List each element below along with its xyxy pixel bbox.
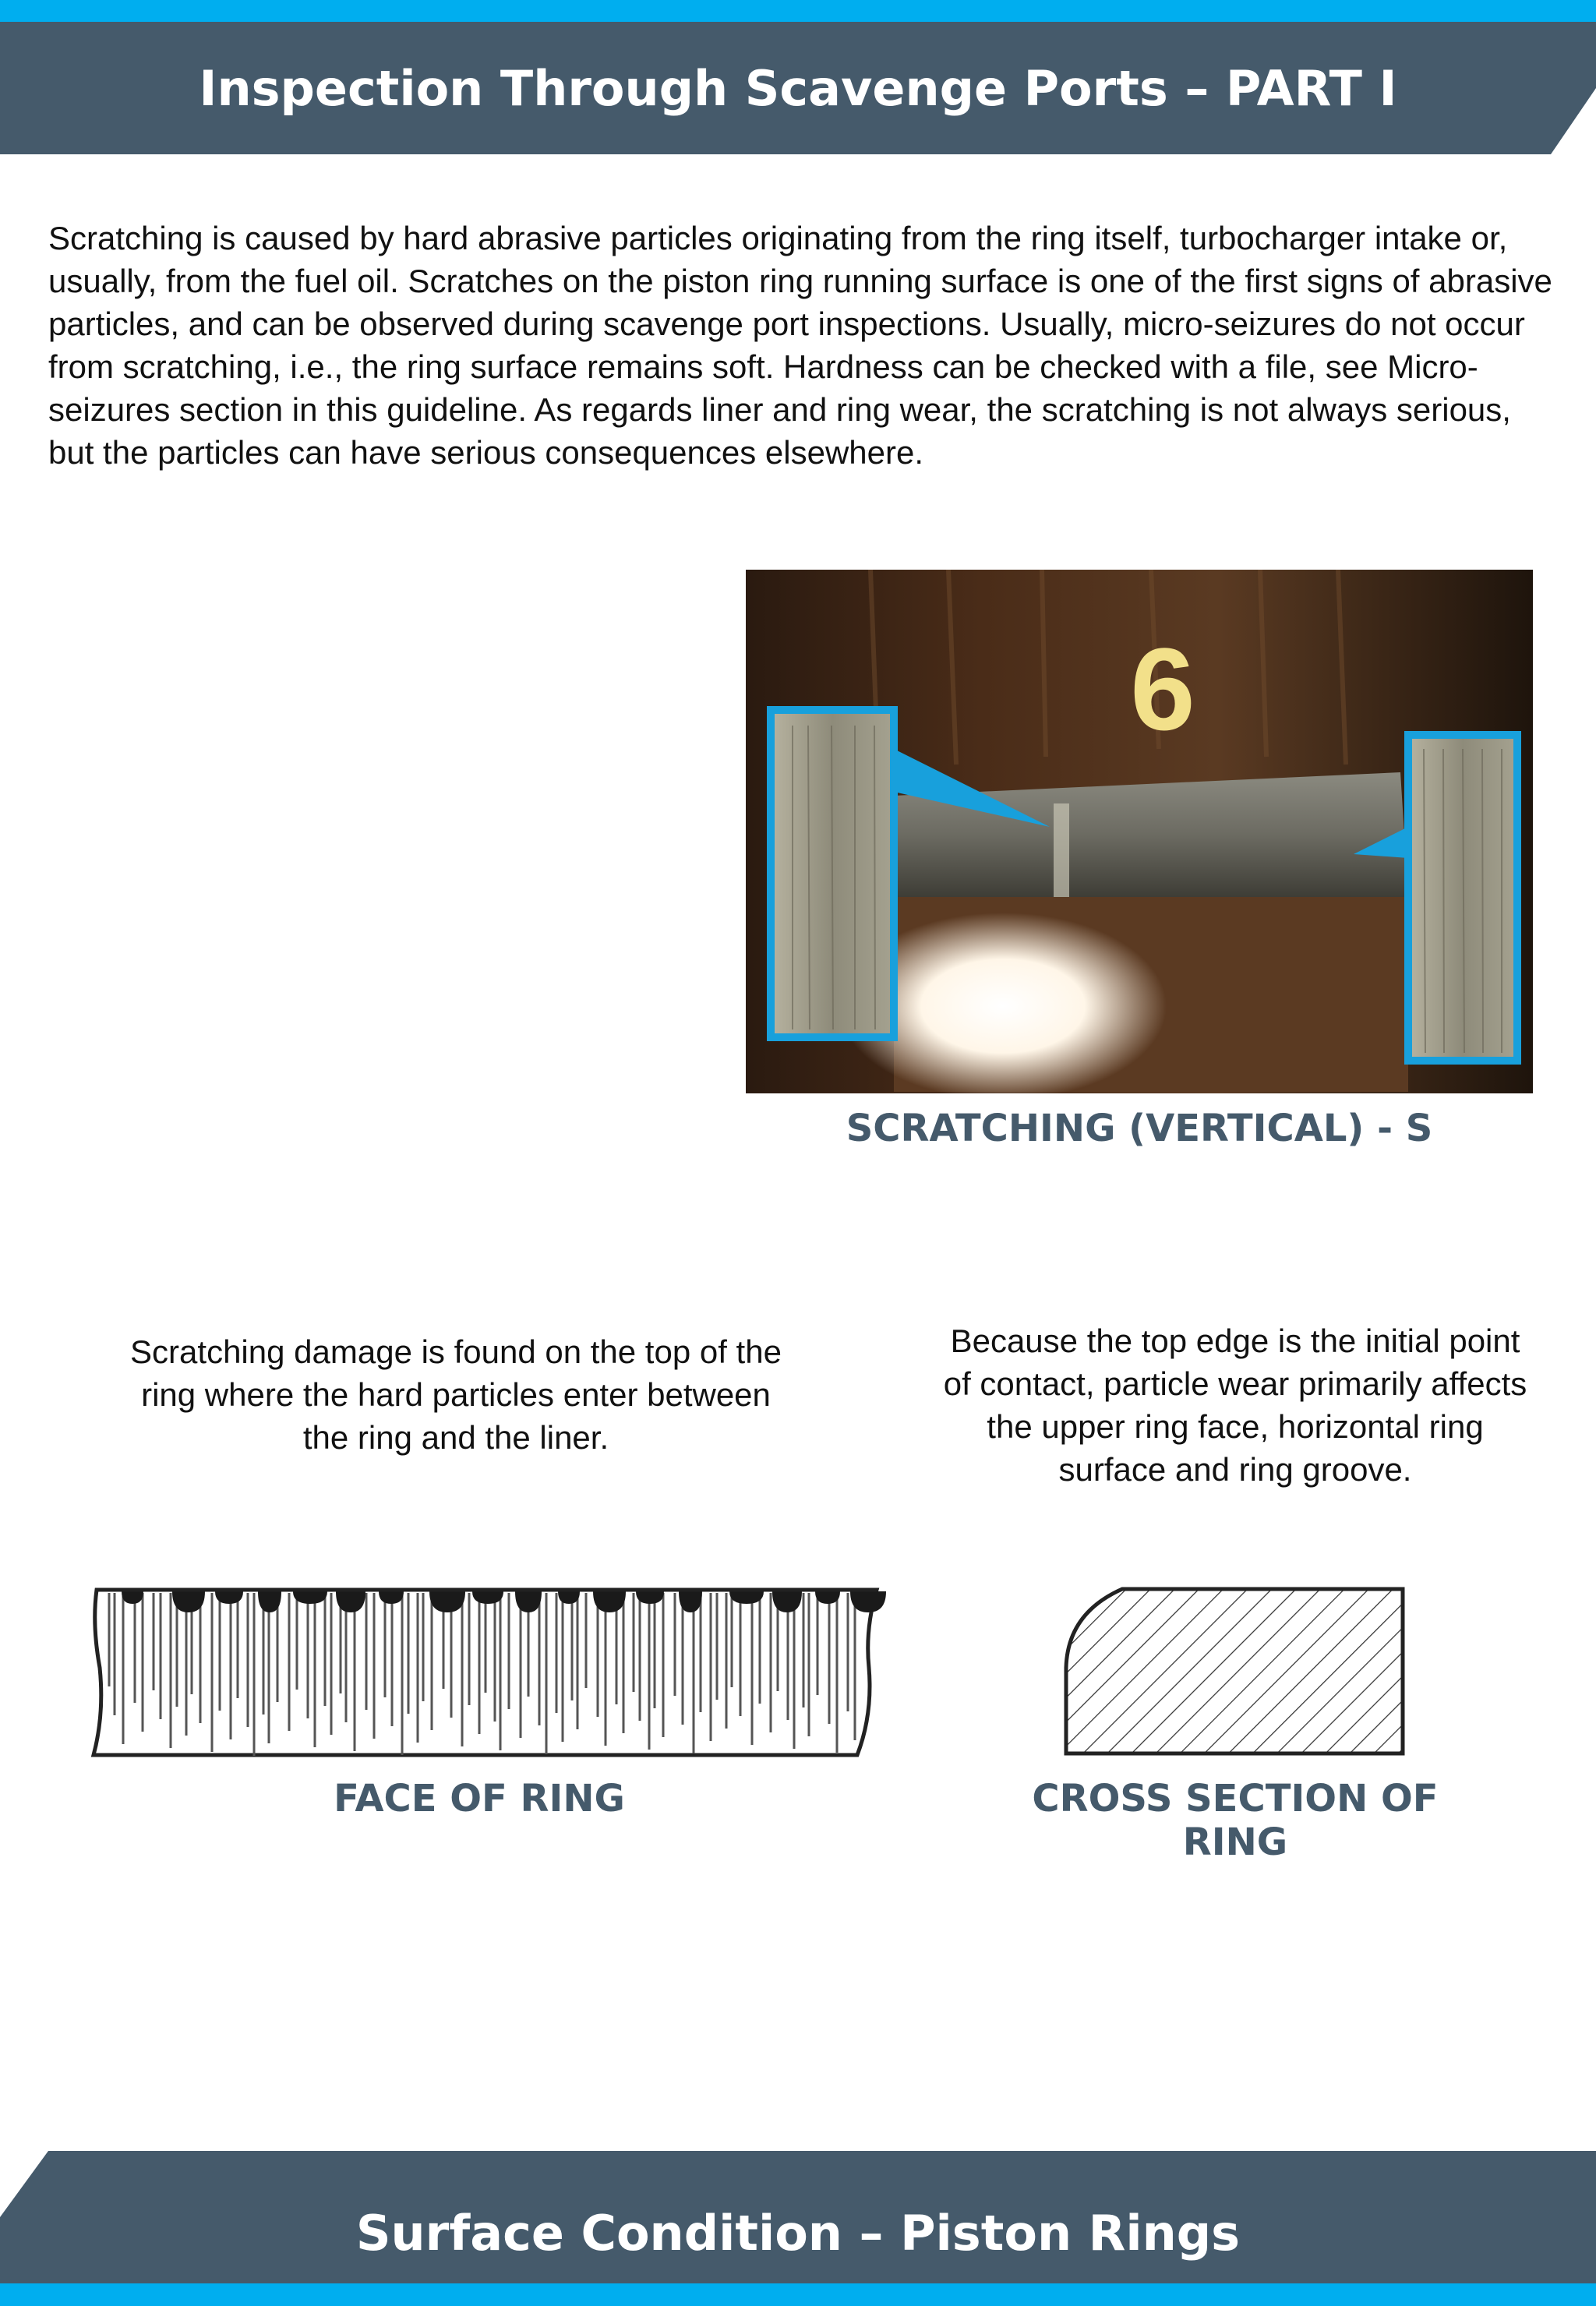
- top-accent-stripe: [0, 0, 1596, 22]
- piston-ring-photo-drawing: [746, 570, 1533, 1093]
- cross-section-caption: CROSS SECTION OF RING: [1032, 1777, 1439, 1864]
- face-of-ring-diagram: [86, 1582, 888, 1761]
- right-note: Because the top edge is the initial point of contact, particle wear primarily affects the upper ring face, horizontal ring surface and ring groove.: [943, 1323, 1527, 1488]
- photo-caption: SCRATCHING (VERTICAL) - S: [846, 1107, 1433, 1150]
- page-title: Inspection Through Scavenge Ports – PART I: [199, 59, 1397, 117]
- left-note: Scratching damage is found on the top of the ring where the hard particles enter between the ring and the liner.: [130, 1333, 782, 1456]
- cross-section-diagram: [1060, 1582, 1411, 1761]
- intro-paragraph: Scratching is caused by hard abrasive particles originating from the ring itself, turbocharger intake or, usually, from the fuel oil. Scratches on the piston ring running surface is one of the first signs of abrasive particles, and can be observed during scavenge port inspections. Usually, micro-seizures do not occur from scratching, i.e., the ring surface remains soft. Hardness can be checked with a file, see Micro-seizures section in this guideline. As regards liner and ring wear, the scratching is not always serious, but the particles can have serious consequences elsewhere.: [48, 220, 1552, 471]
- footer-title: Surface Condition – Piston Rings: [355, 2204, 1241, 2262]
- cylinder-number-marking: 6: [1130, 623, 1195, 754]
- face-of-ring-caption: FACE OF RING: [334, 1777, 625, 1820]
- piston-ring-photo: [746, 570, 1533, 1093]
- bottom-accent-stripe: [0, 2283, 1596, 2306]
